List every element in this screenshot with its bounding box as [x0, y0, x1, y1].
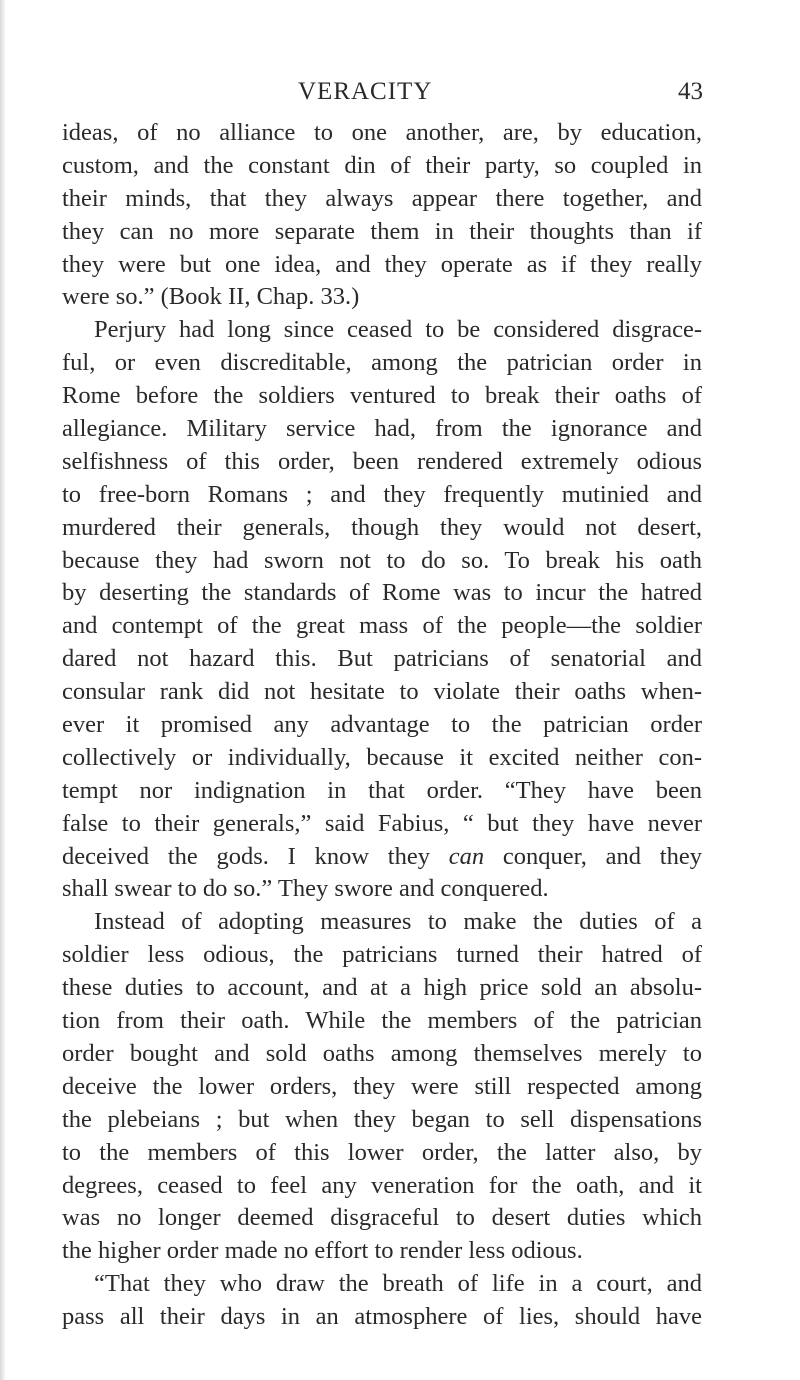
page-number: 43: [678, 78, 703, 105]
text-line: pass all their days in an atmosphere of lies, should have: [62, 1303, 702, 1331]
text-line: by deserting the standards of Rome was to incur the hatred: [62, 579, 702, 607]
body-text: [62, 117, 702, 1334]
text-line: they can no more separate them in their thoughts than if: [62, 217, 702, 245]
text-line: to the members of this lower order, the latter also, by: [62, 1138, 702, 1166]
text-line: allegiance. Military service had, from the ignorance and: [62, 415, 702, 443]
text-line: order bought and sold oaths among themselves merely to: [62, 1039, 702, 1067]
text-line: shall swear to do so.” They swore and conquered.: [62, 875, 549, 903]
text-line: and contempt of the great mass of the people—the soldier: [62, 612, 702, 640]
text-line: to free-born Romans ; and they frequently mutinied and: [62, 480, 702, 508]
text-line: deceived the gods. I know they can conquer, and they: [62, 842, 702, 870]
text-line: because they had sworn not to do so. To break his oath: [62, 546, 702, 574]
text-line: tempt nor indignation in that order. “They have been: [62, 776, 702, 804]
text-line: ful, or even discreditable, among the patrician order in: [62, 349, 702, 377]
text-line: ever it promised any advantage to the patrician order: [62, 711, 702, 739]
text-line: the higher order made no effort to render less odious.: [62, 1237, 583, 1265]
text-line: murdered their generals, though they would not desert,: [62, 513, 702, 541]
text-line: Rome before the soldiers ventured to break their oaths of: [62, 382, 702, 410]
text-line: false to their generals,” said Fabius, “ but they have never: [62, 809, 702, 837]
text-line: these duties to account, and at a high price sold an absolu-: [62, 974, 702, 1002]
gutter-shadow: [0, 0, 6, 1380]
text-line: selfishness of this order, been rendered extremely odious: [62, 447, 702, 475]
text-line: tion from their oath. While the members of the patrician: [62, 1007, 702, 1035]
paragraph-start-line: “That they who draw the breath of life in a court, and: [94, 1270, 702, 1298]
text-line: degrees, ceased to feel any veneration for the oath, and it: [62, 1171, 702, 1199]
emphasis: can: [448, 842, 485, 870]
running-head: [0, 78, 800, 118]
text-line: their minds, that they always appear there together, and: [62, 184, 702, 212]
text-line: were so.” (Book II, Chap. 33.): [62, 283, 360, 311]
text-line: was no longer deemed disgraceful to desert duties which: [62, 1204, 702, 1232]
paragraph-start-line: Perjury had long since ceased to be considered disgrace-: [94, 316, 702, 344]
text-line: ideas, of no alliance to one another, are, by education,: [62, 119, 702, 146]
text-line: the plebeians ; but when they began to sell dispensations: [62, 1105, 702, 1133]
text-line: custom, and the constant din of their party, so coupled in: [62, 151, 702, 179]
text-line: collectively or individually, because it excited neither con-: [62, 743, 702, 771]
text-line: dared not hazard this. But patricians of senatorial and: [62, 645, 702, 673]
text-line: they were but one idea, and they operate as if they really: [62, 250, 702, 278]
paragraph-start-line: Instead of adopting measures to make the duties of a: [94, 908, 702, 936]
text-line: soldier less odious, the patricians turned their hatred of: [62, 941, 702, 969]
text-line: consular rank did not hesitate to violate their oaths when-: [62, 678, 702, 706]
running-title: VERACITY: [298, 78, 433, 105]
text-line: deceive the lower orders, they were still respected among: [62, 1072, 702, 1100]
